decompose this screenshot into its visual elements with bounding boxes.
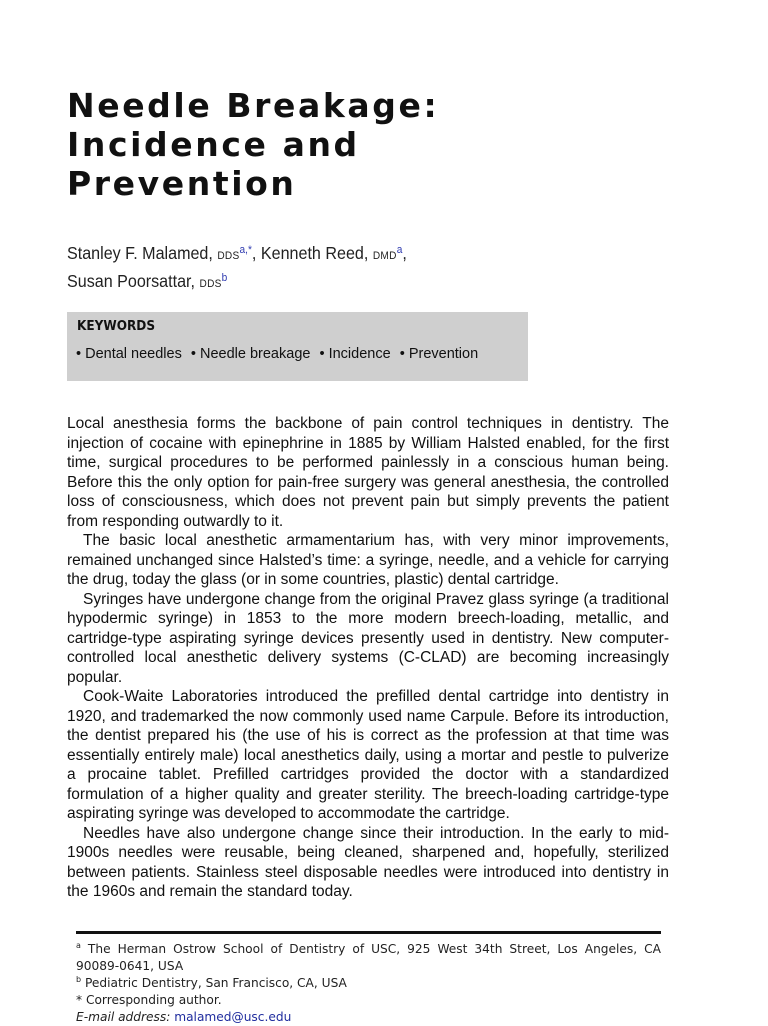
keyword-item: • Incidence: [319, 346, 390, 362]
title-line: Prevention: [67, 164, 297, 203]
corresponding-author-note: * Corresponding author.: [76, 993, 222, 1007]
author-name: Stanley F. Malamed,: [67, 243, 213, 263]
keywords-heading: KEYWORDS: [77, 319, 156, 334]
author-name: Susan Poorsattar,: [67, 271, 195, 291]
footnote-marker: a: [76, 941, 81, 950]
author-line: [67, 267, 407, 295]
email-link[interactable]: malamed@usc.edu: [174, 1010, 292, 1024]
body-paragraph: Local anesthesia forms the backbone of pain control techniques in dentistry. The injection of cocaine with epinephrine in 1885 by William Halsted enabled, for the first time, surgical procedures to be performed painlessly in a conscious human being. Before this the only option for pain-free surgery was general anesthesia, the controlled loss of consciousness, which does not prevent pain but simply prevents the patient from responding outwardly to it.: [67, 415, 669, 530]
footnote-marker: b: [76, 975, 82, 984]
keyword-item: • Prevention: [400, 346, 478, 362]
body-paragraph: Syringes have undergone change from the original Pravez glass syringe (a traditional hypodermic syringe) in 1853 to the more modern breech-loading, metallic, and cartridge-type aspirating syringe devices presently used in dentistry. New computer-controlled local anesthetic delivery systems (C-CLAD) are becoming increasingly popular.: [67, 590, 669, 686]
body-paragraph: The basic local anesthetic armamentarium has, with very minor improvements, remained unchanged since Halsted’s time: a syringe, needle, and a vehicle for carrying the drug, today the glass (or in some countries, plastic) dental cartridge.: [67, 532, 669, 588]
body-text: [67, 414, 669, 902]
title-line: Incidence and: [67, 125, 360, 164]
keywords-box: [67, 312, 528, 381]
author-list: [67, 239, 407, 295]
footnote-divider: [76, 931, 661, 934]
author-degree: DMD: [372, 250, 397, 262]
author-separator: ,: [402, 243, 407, 263]
keyword-item: • Dental needles: [76, 346, 182, 362]
footnote-text: Pediatric Dentistry, San Francisco, CA, USA: [84, 976, 347, 990]
affiliation-marker[interactable]: a,*: [239, 244, 252, 256]
author-line: [67, 239, 407, 267]
body-paragraph: Cook-Waite Laboratories introduced the prefilled dental cartridge into dentistry in 1920, and trademarked the now commonly used name Carpule. Before its introduction, the dentist prepared his (the use of his is correct as the profession at that time was essentially entirely male) local anesthetics daily, using a mortar and pestle to pulverize a procaine tablet. Prefilled cartridges provided the doctor with a standardized formulation of a higher quality and greater sterility. The breech-loading cartridge-type aspirating syringe was developed to accommodate the cartridge.: [67, 688, 669, 822]
author-separator: ,: [251, 243, 257, 263]
keyword-item: • Needle breakage: [191, 346, 311, 362]
footnote-text: The Herman Ostrow School of Dentistry of USC, 925 West 34th Street, Los Angeles, CA 90089-0641, USA: [76, 942, 661, 973]
article-title: [67, 86, 439, 203]
author-degree: DDS: [217, 250, 240, 262]
footnotes: [76, 941, 661, 1026]
title-line: Needle Breakage:: [67, 86, 440, 125]
email-label: E-mail address:: [76, 1010, 171, 1024]
affiliation-marker[interactable]: a: [396, 244, 403, 256]
keywords-list: [76, 345, 483, 363]
author-name: Kenneth Reed,: [260, 243, 369, 263]
footnote-affiliation-a: [76, 941, 661, 975]
affiliation-marker[interactable]: b: [221, 272, 228, 284]
footnote-affiliation-b: [76, 975, 661, 992]
body-paragraph: Needles have also undergone change since their introduction. In the early to mid-1900s needles were reusable, being cleaned, sharpened and, hopefully, sterilized between patients. Stainless steel disposable needles were introduced into dentistry in the 1960s and remain the standard today.: [67, 824, 669, 900]
email-line: [76, 1009, 661, 1026]
author-degree: DDS: [199, 278, 222, 290]
